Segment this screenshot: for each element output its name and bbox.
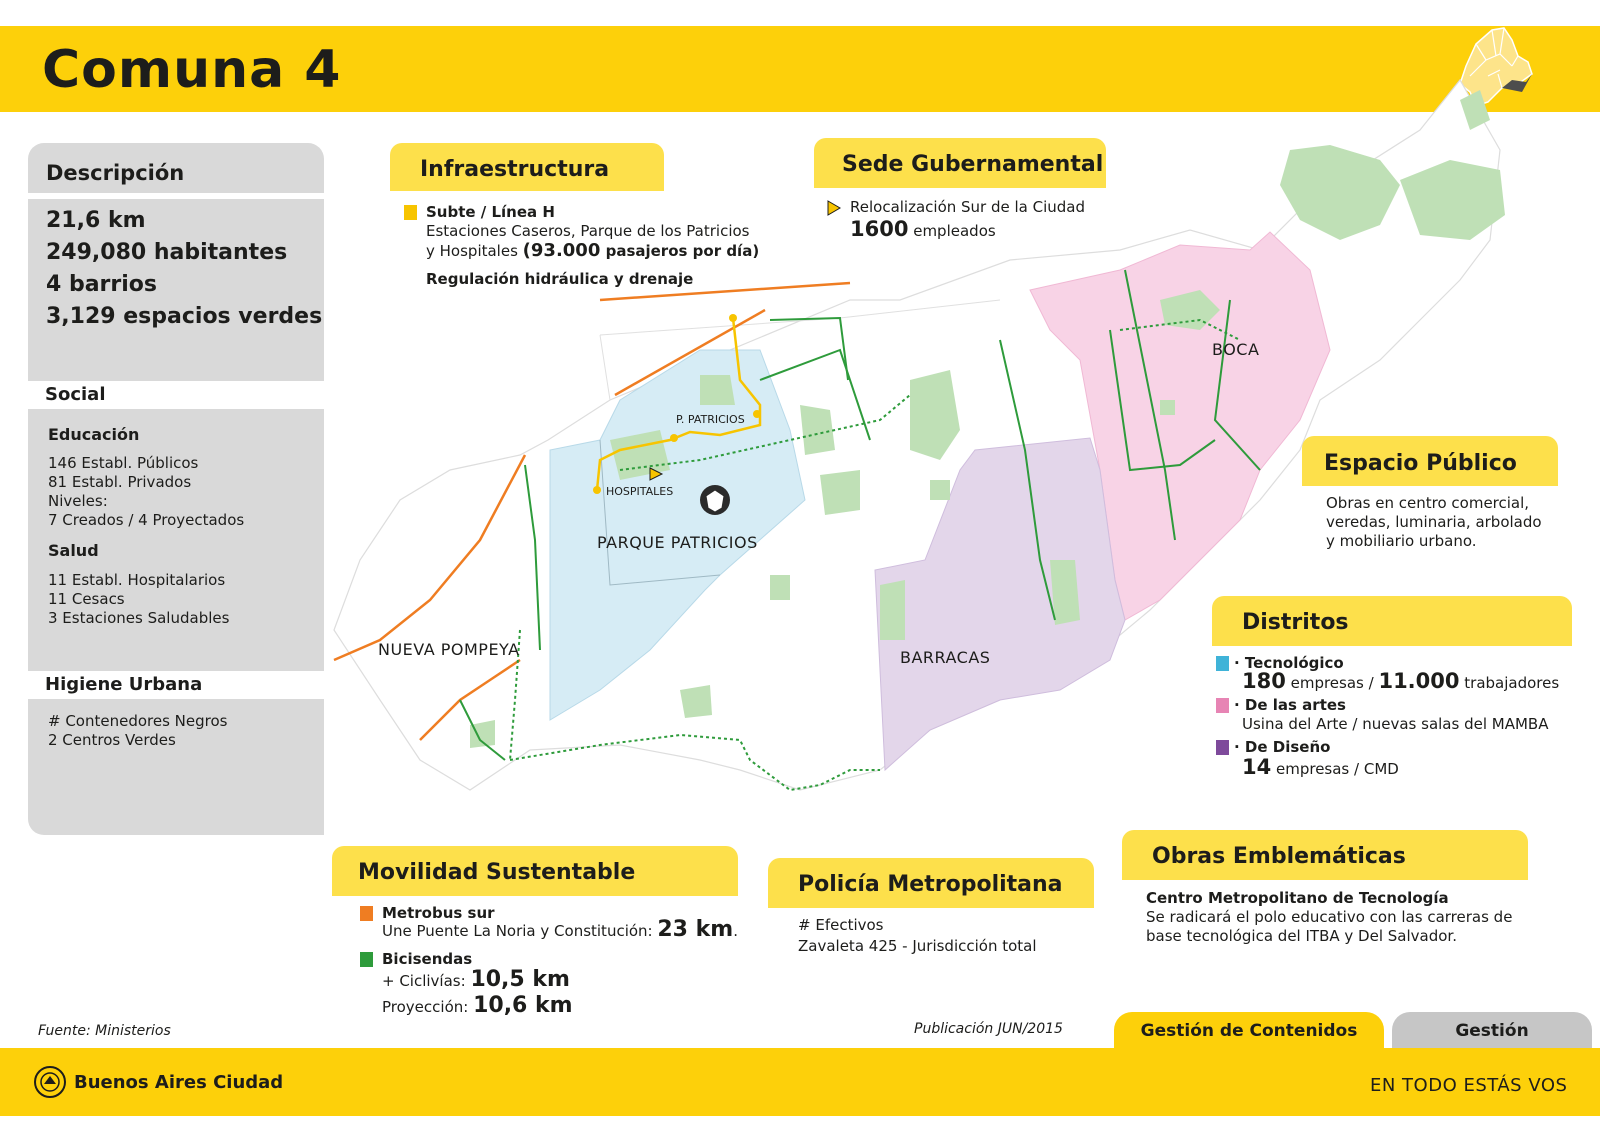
obras-title: Obras Emblemáticas — [1152, 844, 1406, 869]
espacio-header — [1302, 436, 1558, 486]
metrobus-label: Metrobus sur — [382, 904, 495, 922]
social-title: Social — [45, 384, 106, 405]
sede-employees-unit: empleados — [908, 222, 996, 240]
higiene-title: Higiene Urbana — [45, 674, 203, 695]
label-parque-patricios: PARQUE PATRICIOS — [597, 533, 758, 552]
tecnologico-swatch — [1216, 656, 1229, 671]
educacion-line: Niveles: — [48, 492, 108, 510]
sede-triangle-icon — [827, 200, 841, 216]
salud-line: 3 Estaciones Saludables — [48, 609, 230, 627]
espacio-line: y mobiliario urbano. — [1326, 532, 1477, 550]
diseno-swatch — [1216, 740, 1229, 755]
policia-title: Policía Metropolitana — [798, 872, 1063, 897]
policia-line: # Efectivos — [798, 916, 884, 934]
bicisenda-swatch — [360, 952, 373, 967]
espacio-line: veredas, luminaria, arbolado — [1326, 513, 1542, 531]
metrobus-post: . — [733, 922, 738, 940]
educacion-line: 146 Establ. Públicos — [48, 454, 199, 472]
tab-gestion-contenidos[interactable] — [1114, 1012, 1384, 1048]
salud-line: 11 Cesacs — [48, 590, 125, 608]
subte-legend-swatch — [404, 205, 417, 220]
sede-line: Relocalización Sur de la Ciudad — [850, 198, 1086, 216]
stat-area: 21,6 km — [46, 208, 146, 233]
station-caseros — [729, 314, 737, 322]
infraestructura-header — [390, 143, 664, 191]
subte-passengers-num: (93.000 — [522, 240, 601, 261]
educacion-title: Educación — [48, 425, 140, 444]
label-boca: BOCA — [1212, 340, 1260, 359]
proyeccion-pre: Proyección: — [382, 998, 474, 1016]
publicacion-text: Publicación JUN/2015 — [914, 1021, 1063, 1037]
proyeccion-num: 10,6 km — [473, 993, 573, 1018]
espacio-title: Espacio Público — [1324, 451, 1517, 476]
logo-text: Buenos Aires Ciudad — [74, 1072, 284, 1093]
sede-employees — [850, 217, 996, 241]
tecnologico-label: · Tecnológico — [1234, 654, 1344, 672]
diseno-stats — [1242, 755, 1399, 779]
obras-line: Se radicará el polo educativo con las carreras de — [1146, 908, 1513, 926]
subte-passengers-pre: y Hospitales — [426, 242, 523, 260]
diseno-num: 14 — [1242, 755, 1272, 779]
sede-employees-num: 1600 — [850, 217, 909, 241]
distritos-header — [1212, 596, 1572, 646]
page-title: Comuna 4 — [42, 40, 342, 100]
regulacion-text: Regulación hidráulica y drenaje — [426, 270, 694, 288]
obras-header — [1122, 830, 1528, 880]
subte-label: Subte / Línea H — [426, 203, 555, 221]
movilidad-title: Movilidad Sustentable — [358, 860, 636, 885]
descripcion-title: Descripción — [46, 161, 185, 185]
higiene-line: 2 Centros Verdes — [48, 731, 176, 749]
label-p-patricios: P. PATRICIOS — [676, 413, 745, 426]
tab-gestion[interactable] — [1392, 1012, 1592, 1048]
metrobus-pre: Une Puente La Noria y Constitución: — [382, 922, 658, 940]
infraestructura-title: Infraestructura — [420, 157, 610, 182]
artes-swatch — [1216, 698, 1229, 713]
sede-title: Sede Gubernamental — [842, 152, 1104, 177]
stat-barrios: 4 barrios — [46, 272, 158, 297]
obras-line: base tecnológica del ITBA y Del Salvador. — [1146, 927, 1457, 945]
subte-passengers-post: pasajeros por día) — [600, 242, 760, 260]
label-nueva-pompeya: NUEVA POMPEYA — [378, 640, 520, 659]
tecnologico-stats — [1242, 669, 1560, 693]
station-hospitales — [593, 486, 601, 494]
tecnologico-tail: trabajadores — [1459, 674, 1560, 692]
tecnologico-num2: 11.000 — [1378, 669, 1460, 693]
metrobus-line — [382, 917, 738, 942]
salud-title: Salud — [48, 541, 99, 560]
slogan-text: EN TODO ESTÁS VOS — [1370, 1075, 1568, 1096]
station-p-patricios — [753, 410, 761, 418]
movilidad-header — [332, 846, 738, 896]
diseno-label: · De Diseño — [1234, 738, 1331, 756]
ciclovias-line — [382, 967, 570, 992]
proyeccion-line — [382, 993, 573, 1018]
obras-subtitle: Centro Metropolitano de Tecnología — [1146, 889, 1449, 907]
subte-passengers — [426, 241, 759, 261]
tecnologico-mid: empresas / — [1285, 674, 1379, 692]
tab-gestion-contenidos-label: Gestión de Contenidos — [1140, 1021, 1358, 1041]
metrobus-num: 23 km — [657, 917, 734, 942]
label-barracas: BARRACAS — [900, 648, 991, 667]
salud-line: 11 Establ. Hospitalarios — [48, 571, 226, 589]
espacio-line: Obras en centro comercial, — [1326, 494, 1530, 512]
diseno-tail: empresas / CMD — [1271, 760, 1399, 778]
educacion-line: 81 Establ. Privados — [48, 473, 192, 491]
ciclovias-pre: + Ciclivías: — [382, 972, 471, 990]
label-hospitales: HOSPITALES — [606, 485, 674, 498]
policia-header — [768, 858, 1094, 908]
city-seal-icon — [34, 1064, 66, 1100]
police-badge-icon — [700, 485, 730, 515]
higiene-line: # Contenedores Negros — [48, 712, 228, 730]
stat-habitantes: 249,080 habitantes — [46, 240, 288, 265]
educacion-line: 7 Creados / 4 Proyectados — [48, 511, 245, 529]
tab-gestion-label: Gestión — [1455, 1021, 1529, 1041]
distritos-title: Distritos — [1242, 610, 1349, 635]
subte-stations-text: Estaciones Caseros, Parque de los Patricios — [426, 222, 750, 240]
sede-header — [814, 138, 1106, 188]
artes-label: · De las artes — [1234, 696, 1346, 714]
metrobus-swatch — [360, 906, 373, 921]
bicisenda-label: Bicisendas — [382, 950, 473, 968]
ciclovias-num: 10,5 km — [470, 967, 570, 992]
tecnologico-num1: 180 — [1242, 669, 1286, 693]
policia-line: Zavaleta 425 - Jurisdicción total — [798, 937, 1037, 955]
fuente-text: Fuente: Ministerios — [38, 1023, 171, 1039]
artes-line: Usina del Arte / nuevas salas del MAMBA — [1242, 715, 1549, 733]
station-parque — [670, 434, 678, 442]
stat-espacios: 3,129 espacios verdes — [46, 304, 323, 329]
